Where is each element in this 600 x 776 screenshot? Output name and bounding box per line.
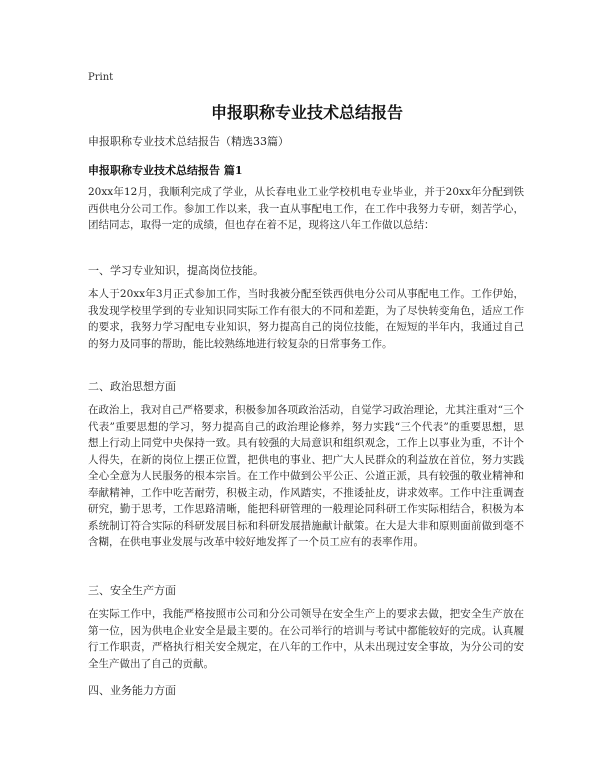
section-heading-2: 二、政治思想方面: [88, 380, 176, 393]
page-title: 申报职称专业技术总结报告: [210, 103, 403, 122]
section-heading-3: 三、安全生产方面: [88, 584, 176, 597]
section-body-2: 在政治上，我对自己严格要求，积极参加各项政治活动，自觉学习政治理论，尤其注重对“三个代表”重要思想的学习，努力提高自己的政治理论修养，努力实践“三个代表”的重要思想，思想上行动上同党中央保持一致。具有较强的大局意识和组织观念，工作上以事业为重，不计个人得失，在新的岗位上摆正位置，把供电的事业、把广大人民群众的利益放在首位，努力实践全心全意为人民服务的根本宗旨。在工作中做到公平公正、公道正派，具有较强的敬业精神和奉献精神，工作中吃苦耐劳，积极主动，作风踏实，不推诿扯皮，讲求效率。工作中注重调查研究，勤于思考，工作思路清晰，能把科研管理的一般理论同科研工作实际相结合，积极为本系统制订符合实际的科研发展目标和科研发展措施献计献策。在大是大非和原则面前做到毫不含糊，在供电事业发展与改革中较好地发挥了一个员工应有的表率作用。: [88, 404, 524, 548]
document-subtitle: 申报职称专业技术总结报告（精选33篇）: [88, 135, 289, 148]
intro-paragraph: 20xx年12月，我顺利完成了学业，从长春电业工业学校机电专业毕业，并于20xx年分配到铁西供电分公司工作。参加工作以来，我一直从事配电工作，在工作中我努力专研，刻苦学心，团结同志，取得一定的成绩，但也存在着不足，现将这八年工作做以总结：: [88, 186, 524, 231]
section-body-3: 在实际工作中，我能严格按照市公司和分公司领导在安全生产上的要求去做，把安全生产放在第一位，因为供电企业安全是最主要的。在公司举行的培训与考试中都能较好的完成。认真履行工作职责，严格执行相关安全规定，在八年的工作中，从未出现过安全事故，为分公司的安全生产做出了自己的贡献。: [88, 608, 524, 670]
section-body-1: 本人于20xx年3月正式参加工作，当时我被分配至铁西供电分公司从事配电工作。工作伊始，我发现学校里学到的专业知识同实际工作有很大的不同和差距，为了尽快转变角色，适应工作的要求，我努力学习配电专业知识，努力提高自己的岗位技能，在短短的半年内，我通过自己的努力及同事的帮助，能比较熟练地进行较复杂的日常事务工作。: [88, 288, 524, 350]
print-label[interactable]: Print: [88, 72, 114, 83]
section-heading-4: 四、业务能力方面: [88, 684, 176, 697]
article-heading: 申报职称专业技术总结报告 篇1: [88, 164, 243, 177]
section-heading-1: 一、学习专业知识，提高岗位技能。: [88, 264, 264, 277]
